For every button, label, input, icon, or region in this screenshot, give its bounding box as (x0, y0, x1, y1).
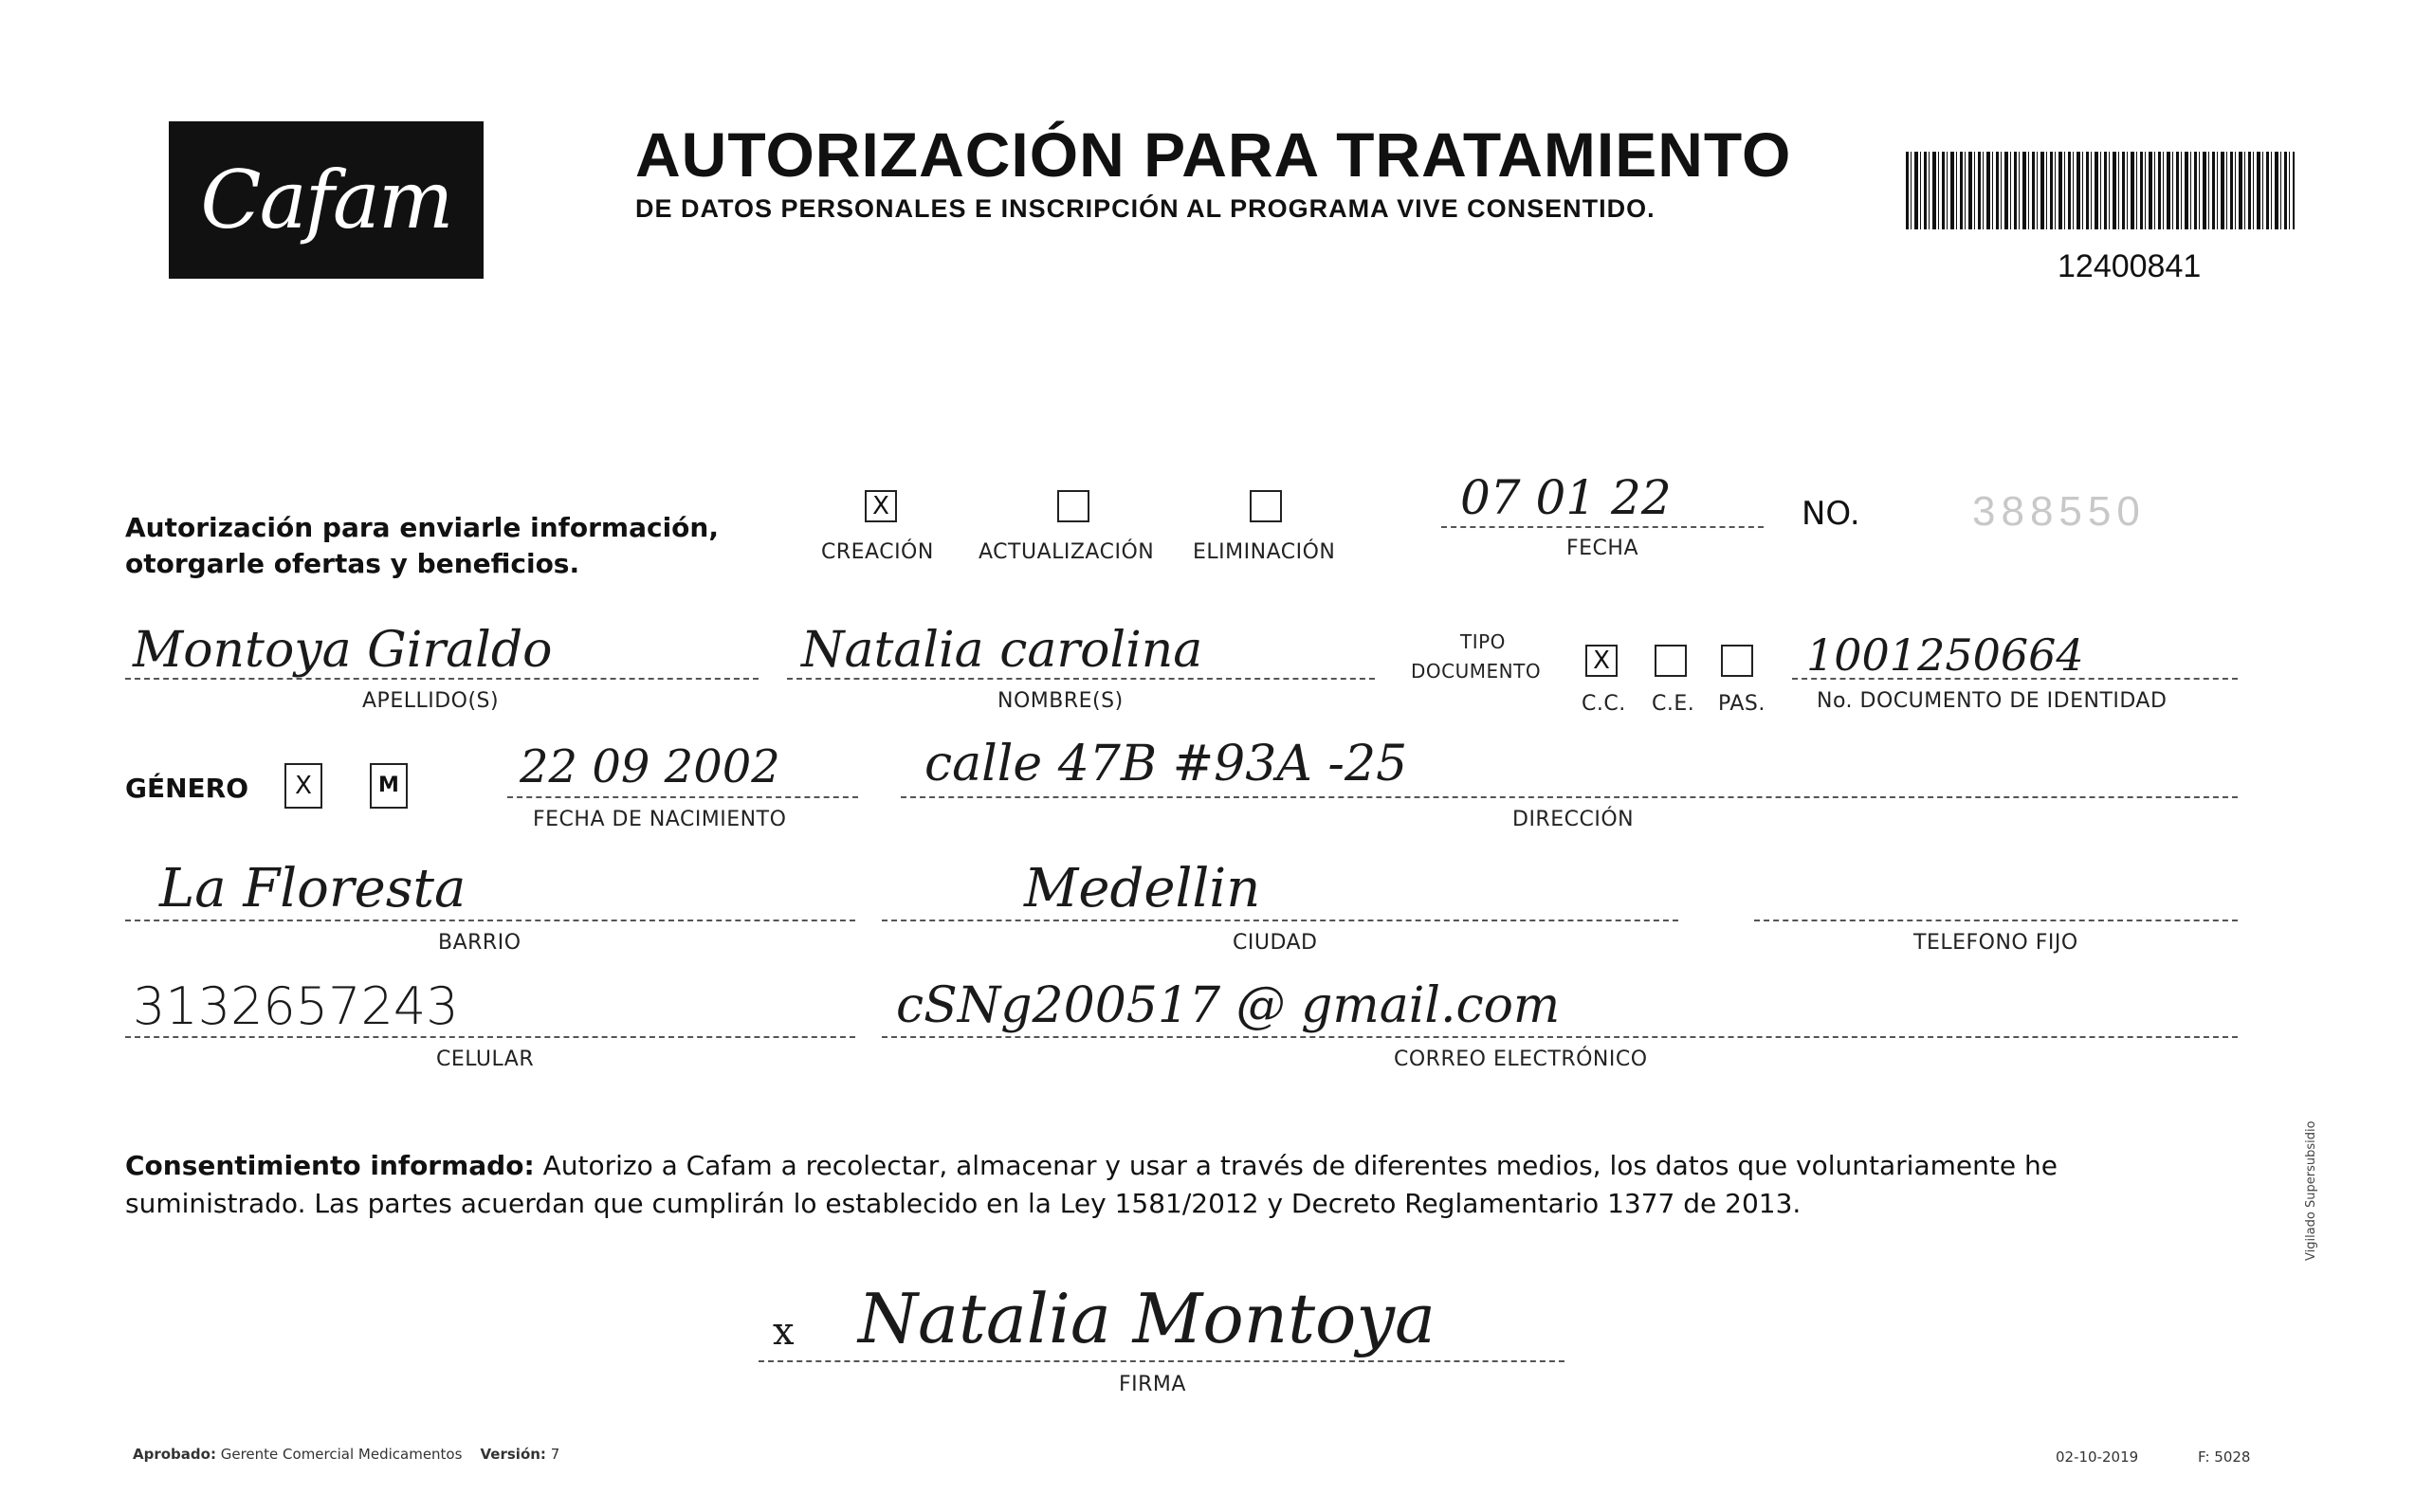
nombres-value: Natalia carolina (801, 622, 1203, 679)
address-value: calle 47B #93A -25 (924, 736, 1408, 792)
telefono-line (1754, 920, 2238, 921)
checkbox-pas[interactable] (1721, 645, 1753, 677)
consent-text: Autorizo a Cafam a recolectar, almacenar y usar a través de diferentes medios, los datos que voluntariamente he suministrado. Las partes acuerdan que cumplirán lo establecido en la Ley 1581/2012 y Decreto Reglamentario 1377 de 2013. (125, 1150, 2058, 1219)
barrio-line (125, 920, 855, 921)
fecha-value: 07 01 22 (1460, 470, 1672, 525)
cafam-logo (169, 121, 484, 279)
barrio-label: BARRIO (438, 931, 521, 955)
label-eliminacion: ELIMINACIÓN (1193, 540, 1336, 564)
email-label: CORREO ELECTRÓNICO (1394, 1047, 1648, 1071)
no-label: NO. (1802, 495, 1860, 533)
label-pas: PAS. (1718, 692, 1766, 716)
checkbox-actualizacion[interactable] (1057, 490, 1089, 522)
footer-approved (133, 1446, 559, 1463)
apellidos-label: APELLIDO(S) (362, 689, 500, 713)
form-title: AUTORIZACIÓN PARA TRATAMIENTO (635, 119, 1792, 190)
no-value: 388550 (1972, 488, 2146, 535)
doc-number-label: No. DOCUMENTO DE IDENTIDAD (1817, 689, 2168, 713)
version-label: Versión: (480, 1446, 546, 1463)
telefono-label: TELEFONO FIJO (1913, 931, 2078, 955)
tipo-label-1: TIPO (1460, 630, 1506, 653)
checkbox-creacion[interactable]: X (865, 490, 897, 522)
barrio-value: La Floresta (159, 858, 467, 920)
barcode-number: 12400841 (2058, 248, 2202, 284)
fecha-line (1441, 526, 1764, 528)
doc-number-value: 1001250664 (1806, 629, 2084, 681)
label-creacion: CREACIÓN (821, 540, 934, 564)
approved-value: Gerente Comercial Medicamentos (220, 1446, 463, 1463)
footer-date: 02-10-2019 (2056, 1448, 2139, 1466)
vertical-text: Vigilado Supersubsidio (2304, 1120, 2318, 1261)
authorization-label-line1: Autorización para enviarle información, (125, 512, 719, 543)
signature-line (759, 1360, 1564, 1362)
logo-text: Cafam (200, 154, 452, 246)
nombres-line (787, 678, 1375, 680)
ciudad-line (882, 920, 1678, 921)
birth-line (507, 796, 858, 798)
email-line (882, 1036, 2238, 1038)
tipo-label-2: DOCUMENTO (1411, 660, 1542, 683)
consent-paragraph (125, 1147, 2235, 1223)
apellidos-value: Montoya Giraldo (133, 622, 553, 679)
label-cc: C.C. (1582, 692, 1626, 716)
checkbox-genero-m[interactable]: M (370, 763, 408, 809)
signature-prefix: x (773, 1310, 795, 1354)
celular-label: CELULAR (436, 1047, 535, 1071)
address-line (901, 796, 2238, 798)
celular-value: 3132657243 (133, 976, 459, 1036)
signature-label: FIRMA (1119, 1373, 1186, 1396)
checkbox-cc[interactable]: X (1585, 645, 1618, 677)
form-subtitle: DE DATOS PERSONALES E INSCRIPCIÓN AL PROGRAMA VIVE CONSENTIDO. (635, 194, 1656, 223)
doc-number-line (1792, 678, 2238, 680)
ciudad-label: CIUDAD (1233, 931, 1318, 955)
apellidos-line (125, 678, 759, 680)
email-value: cSNg200517 @ gmail.com (896, 977, 1561, 1034)
ciudad-value: Medellin (1024, 858, 1261, 920)
barcode (1906, 152, 2295, 229)
birth-value: 22 09 2002 (520, 740, 780, 793)
celular-line (125, 1036, 855, 1038)
footer-form-code: F: 5028 (2198, 1448, 2251, 1466)
birth-label: FECHA DE NACIMIENTO (533, 808, 787, 831)
fecha-label: FECHA (1566, 537, 1639, 560)
checkbox-ce[interactable] (1655, 645, 1687, 677)
approved-label: Aprobado: (133, 1446, 216, 1463)
address-label: DIRECCIÓN (1512, 808, 1635, 831)
authorization-label-line2: otorgarle ofertas y beneficios. (125, 548, 580, 579)
consent-title: Consentimiento informado: (125, 1150, 535, 1181)
signature-value: Natalia Montoya (858, 1279, 1436, 1358)
checkbox-genero-f[interactable]: X (284, 763, 322, 809)
version-value: 7 (550, 1446, 560, 1463)
label-actualizacion: ACTUALIZACIÓN (979, 540, 1155, 564)
genero-label: GÉNERO (125, 773, 249, 804)
nombres-label: NOMBRE(S) (997, 689, 1124, 713)
label-ce: C.E. (1652, 692, 1695, 716)
checkbox-eliminacion[interactable] (1250, 490, 1282, 522)
